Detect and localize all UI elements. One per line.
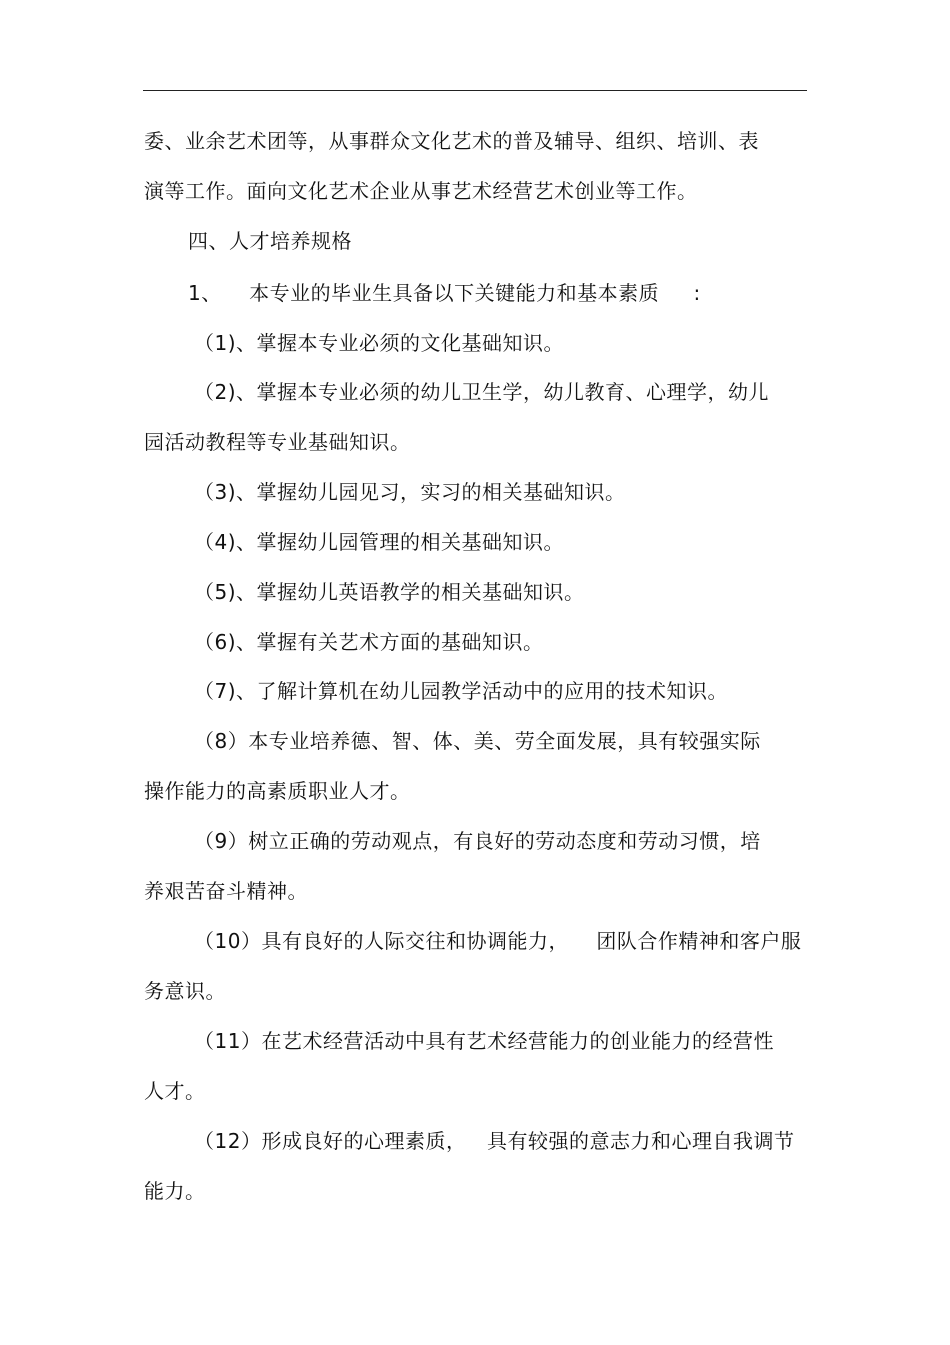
- list-item: （3)、掌握幼儿园见习，实习的相关基础知识。: [194, 480, 626, 504]
- list-item: （7)、了解计算机在幼儿园教学活动中的应用的技术知识。: [194, 679, 729, 703]
- list-item: （8）本专业培养德、智、体、美、劳全面发展，具有较强实际: [194, 729, 761, 753]
- subsection-heading: 1、 本专业的毕业生具备以下关键能力和基本素质 :: [188, 281, 701, 305]
- list-item: （12）形成良好的心理素质， 具有较强的意志力和心理自我调节: [194, 1129, 795, 1153]
- list-item: （9）树立正确的劳动观点，有良好的劳动态度和劳动习惯，培: [194, 829, 761, 853]
- list-item-continuation: 能力。: [144, 1179, 206, 1203]
- list-item: （6)、掌握有关艺术方面的基础知识。: [194, 630, 544, 654]
- header-rule: [143, 90, 807, 91]
- list-item: （11）在艺术经营活动中具有艺术经营能力的创业能力的经营性: [194, 1029, 774, 1053]
- list-item-continuation: 人才。: [144, 1079, 206, 1103]
- list-item: （2)、掌握本专业必须的幼儿卫生学，幼儿教育、心理学，幼儿: [194, 380, 770, 404]
- list-item: （4)、掌握幼儿园管理的相关基础知识。: [194, 530, 565, 554]
- text-line: 演等工作。面向文化艺术企业从事艺术经营艺术创业等工作。: [144, 179, 698, 203]
- section-heading: 四、人才培养规格: [188, 229, 352, 253]
- list-item: （5)、掌握幼儿英语教学的相关基础知识。: [194, 580, 585, 604]
- list-item-continuation: 园活动教程等专业基础知识。: [144, 430, 411, 454]
- list-item: （10）具有良好的人际交往和协调能力， 团队合作精神和客户服: [194, 929, 802, 953]
- list-item: （1)、掌握本专业必须的文化基础知识。: [194, 331, 565, 355]
- text-line: 委、业余艺术团等，从事群众文化艺术的普及辅导、组织、培训、表: [144, 129, 759, 153]
- list-item-continuation: 操作能力的高素质职业人才。: [144, 779, 411, 803]
- list-item-continuation: 养艰苦奋斗精神。: [144, 879, 308, 903]
- list-item-continuation: 务意识。: [144, 979, 226, 1003]
